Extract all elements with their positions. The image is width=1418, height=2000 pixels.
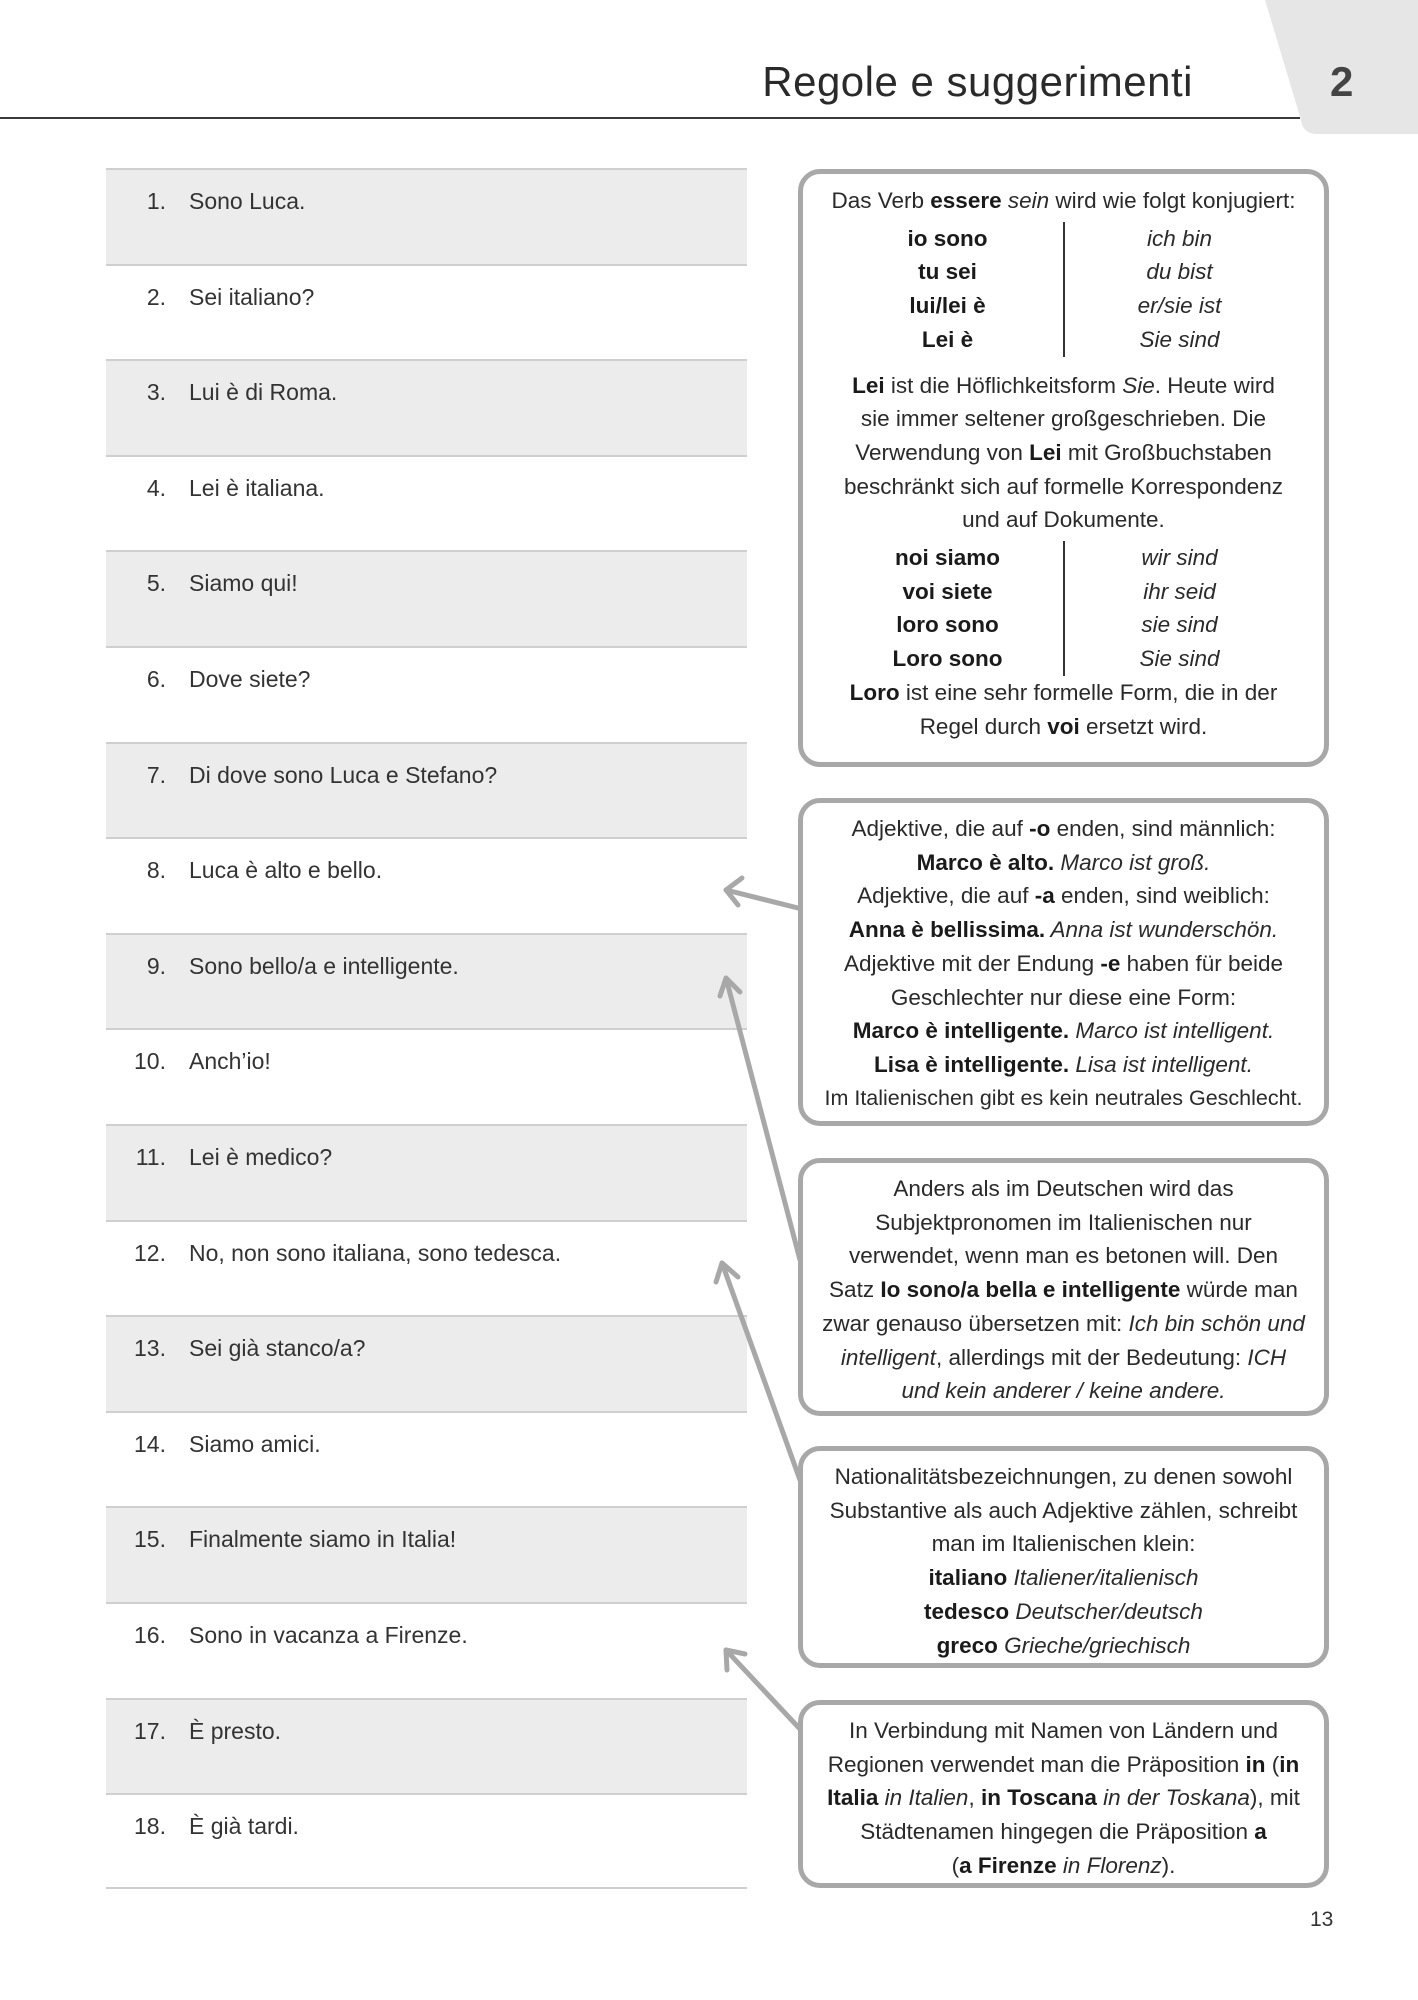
- sentence-row: [106, 264, 747, 360]
- sentence-text: Sono Luca.: [189, 188, 306, 214]
- conjugation-italian: noi siamo: [894, 545, 1001, 571]
- conjugation-italian: tu sei: [918, 259, 977, 285]
- sentence-text: Di dove sono Luca e Stefano?: [189, 761, 498, 788]
- conjugation-italian: io sono: [907, 225, 988, 251]
- sentence-list: [106, 168, 747, 1889]
- sentence-text: Anch’io!: [189, 1048, 271, 1075]
- sentence-text: Lui è di Roma.: [189, 379, 338, 406]
- sentence-row: [106, 1315, 747, 1411]
- sentence-text: Dove siete?: [189, 665, 311, 692]
- info-box-essere-conjugation: [798, 169, 1329, 767]
- sentence-number: 17.: [134, 1717, 166, 1744]
- sentence-row: [106, 1028, 747, 1124]
- sentence-number: 10.: [134, 1048, 166, 1075]
- page-title: Regole e suggerimenti: [762, 58, 1193, 105]
- sentence-number: 1.: [146, 188, 166, 214]
- lei-note: Lei ist die Höflichkeitsform Sie. Heute wird sie immer seltener großgeschrieben. Die Verwendung von Lei mit Großbuchstaben beschränkt sich auf formelle Korrespondenz und auf Dokumente.: [844, 372, 1283, 533]
- sentence-number: 15.: [134, 1526, 166, 1553]
- info-box-subject-pronouns: Anders als im Deutschen wird das Subjektpronomen im Italienischen nur verwendet, wenn man es betonen will. Den Satz Io sono/a bella e intelligente würde man zwar genauso übersetzen mit: Ich bin schön und intelligent, allerdings mit der Bedeutung: ICH und kein anderer / keine andere.: [798, 1158, 1329, 1416]
- conjugation-german: wir sind: [1141, 545, 1218, 571]
- sentence-row: [106, 1506, 747, 1602]
- conjugation-german: ich bin: [1146, 225, 1213, 251]
- sentence-text: Siamo qui!: [189, 570, 298, 597]
- conjugation-table-plural: [813, 541, 1314, 676]
- sentence-number: 2.: [146, 283, 166, 310]
- conjugation-german: sie sind: [1141, 612, 1218, 638]
- sentence-number: 4.: [146, 474, 166, 501]
- sentence-text: No, non sono italiana, sono tedesca.: [189, 1239, 562, 1266]
- sentence-row: [106, 646, 747, 742]
- sentence-number: 9.: [146, 952, 166, 979]
- sentence-text: Sono bello/a e intelligente.: [189, 952, 459, 979]
- sentence-text: Sei già stanco/a?: [189, 1335, 366, 1362]
- conjugation-italian: loro sono: [896, 612, 999, 638]
- sentence-number: 6.: [146, 665, 166, 692]
- conjugation-german: er/sie ist: [1137, 293, 1222, 319]
- loro-note: Loro ist eine sehr formelle Form, die in der: [849, 679, 1278, 705]
- conjugation-table-singular: [813, 222, 1314, 357]
- sentence-number: 8.: [146, 857, 166, 884]
- info-box-prepositions: In Verbindung mit Namen von Ländern und Regionen verwendet man die Präposition in (in Italia in Italien, in Toscana in der Toskana), mit Städtenamen hingegen die Präposition a (a Firenze in Florenz).: [798, 1700, 1329, 1888]
- sentence-row: [106, 1602, 747, 1698]
- conjugation-german: Sie sind: [1139, 326, 1220, 352]
- conjugation-german: Sie sind: [1139, 646, 1220, 672]
- chapter-number: 2: [1330, 58, 1354, 105]
- sentence-number: 3.: [146, 379, 166, 406]
- sentence-row: [106, 1698, 747, 1794]
- sentence-number: 11.: [135, 1143, 166, 1170]
- sentence-number: 7.: [146, 761, 166, 788]
- info-box-nationalities: Nationalitätsbezeichnungen, zu denen sowohl Substantive als auch Adjektive zählen, schreibt man im Italienischen klein: italiano Italiener/italienisch tedesco Deutscher/deutsch greco Grieche/griechisch: [798, 1446, 1329, 1668]
- sentence-row: [106, 1220, 747, 1316]
- conjugation-italian: voi siete: [902, 578, 993, 604]
- sentence-text: Luca è alto e bello.: [189, 857, 383, 884]
- sentence-number: 14.: [134, 1430, 166, 1457]
- sentence-text: Sono in vacanza a Firenze.: [189, 1621, 468, 1648]
- page-number: 13: [1310, 1908, 1334, 1931]
- loro-note-2: Regel durch voi ersetzt wird.: [919, 713, 1208, 739]
- sentence-text: È già tardi.: [189, 1813, 299, 1840]
- sentence-number: 13.: [134, 1335, 166, 1362]
- sentence-text: Siamo amici.: [189, 1430, 321, 1457]
- sentence-row: [106, 455, 747, 551]
- sentence-row: [106, 1793, 747, 1889]
- info-box-adjectives: Adjektive, die auf -o enden, sind männlich: Marco è alto. Marco ist groß. Adjektive, die auf -a enden, sind weiblich: Anna è bellissima. Anna ist wunderschön. Adjektive mit der Endung -e haben für beide Geschlechter nur diese eine Form: Marco è intelligente. Marco ist intelligent. Lisa è intelligente. Lisa ist intelligent. Im Italienischen gibt es kein neutrales Geschlecht.: [798, 798, 1329, 1126]
- sentence-row: [106, 837, 747, 933]
- sentence-text: Lei è medico?: [189, 1143, 333, 1170]
- sentence-row: [106, 550, 747, 646]
- sentence-row: [106, 359, 747, 455]
- sentence-number: 16.: [134, 1621, 166, 1648]
- conjugation-italian: Lei è: [921, 326, 974, 352]
- sentence-row: [106, 1124, 747, 1220]
- header-divider: [0, 117, 1300, 119]
- essere-intro: Das Verb essere sein wird wie folgt konjugiert:: [831, 188, 1296, 213]
- sentence-text: Lei è italiana.: [189, 474, 325, 501]
- sentence-text: È presto.: [189, 1717, 282, 1744]
- sentence-number: 5.: [146, 570, 166, 597]
- sentence-row: [106, 933, 747, 1029]
- conjugation-german: du bist: [1146, 259, 1213, 285]
- sentence-row: [106, 1411, 747, 1507]
- sentence-row: [106, 168, 747, 264]
- conjugation-italian: lui/lei è: [909, 293, 986, 319]
- conjugation-italian: Loro sono: [892, 646, 1003, 672]
- sentence-text: Finalmente siamo in Italia!: [189, 1526, 457, 1553]
- conjugation-german: ihr seid: [1143, 578, 1216, 604]
- sentence-number: 12.: [134, 1239, 166, 1266]
- sentence-text: Sei italiano?: [189, 283, 315, 310]
- sentence-number: 18.: [134, 1813, 166, 1840]
- sentence-row: [106, 742, 747, 838]
